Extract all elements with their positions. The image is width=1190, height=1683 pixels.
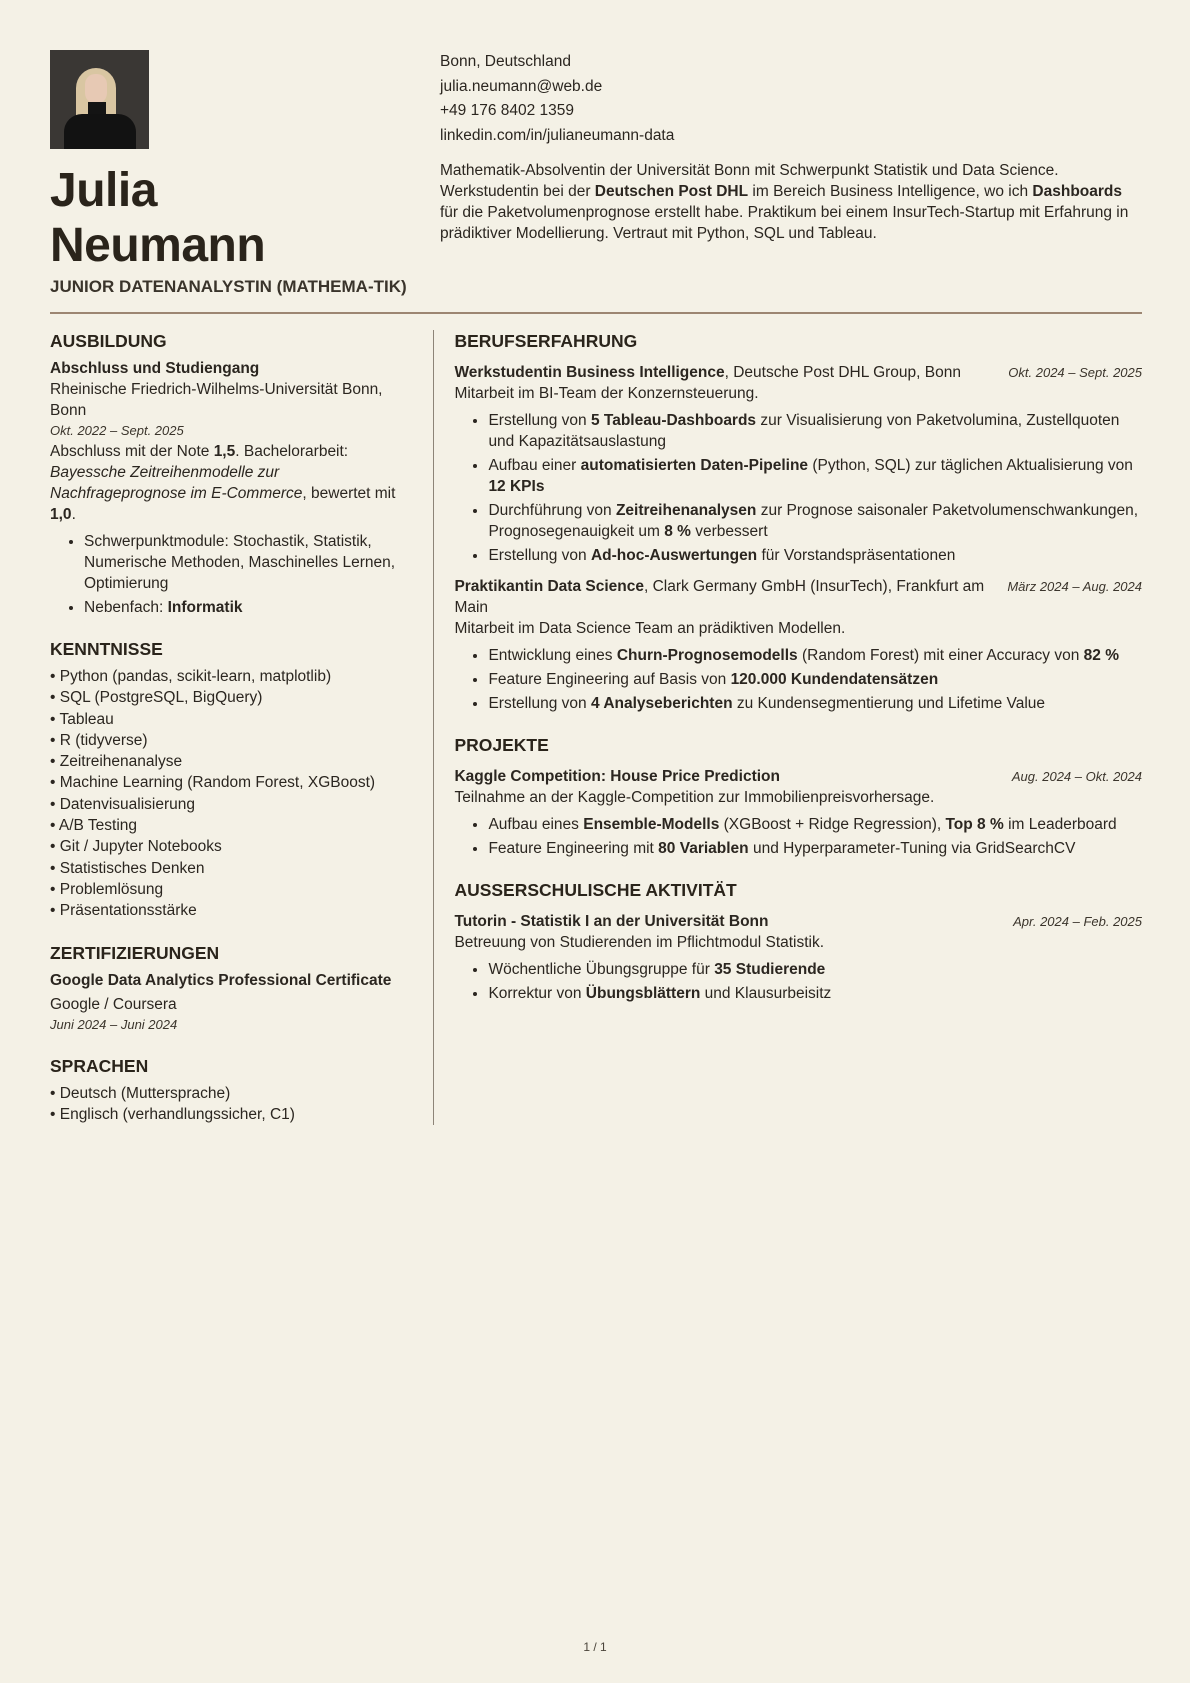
entry-bullets [454, 410, 1142, 566]
list-item: • Entwicklung eines Churn-Prognosemodells (Random Forest) mit einer Accuracy von 82 % [488, 645, 1142, 666]
section-heading: BERUFSERFAHRUNG [454, 331, 638, 351]
entry [454, 576, 1142, 714]
candidate-name [50, 163, 440, 273]
list-item: • Erstellung von 5 Tableau-Dashboards zur Visualisierung von Paketvolumina, Zustellquoten und Kapazitätsauslastung [488, 410, 1142, 452]
list-item: • Nebenfach: Informatik [84, 597, 413, 618]
list-item: • Aufbau eines Ensemble-Modells (XGBoost + Ridge Regression), Top 8 % im Leaderboard [488, 814, 1142, 835]
left-column [50, 330, 434, 1125]
list-item: • Tableau [50, 710, 114, 728]
languages-list [50, 1083, 413, 1126]
entry-header [454, 362, 1142, 383]
section-heading: PROJEKTE [454, 735, 549, 755]
list-item: • SQL (PostgreSQL, BigQuery) [50, 689, 263, 707]
header-divider [50, 312, 1142, 314]
list-item: • Machine Learning (Random Forest, XGBoost) [50, 774, 376, 792]
list-item: • Python (pandas, scikit-learn, matplotlib) [50, 668, 332, 685]
contact-location: Bonn, Deutschland [440, 53, 571, 70]
list-item: • Präsentationsstärke [50, 902, 197, 920]
list-item: • Aufbau einer automatisierten Daten-Pipeline (Python, SQL) zur täglichen Aktualisierung von 12 KPIs [488, 455, 1142, 497]
entry-date: Aug. 2024 – Okt. 2024 [1011, 769, 1142, 784]
list-item: • Statistisches Denken [50, 859, 205, 877]
list-item: • Durchführung von Zeitreihenanalysen zur Prognose saisonaler Paketvolumenschwankungen, Prognosegenauigkeit um 8 % verbessert [488, 500, 1142, 542]
section-heading: SPRACHEN [50, 1055, 149, 1076]
entry-header [454, 576, 1142, 618]
entry-date: Apr. 2024 – Feb. 2025 [1013, 914, 1142, 929]
list-item: • Problemlösung [50, 880, 164, 898]
profile-summary: Mathematik-Absolventin der Universität Bonn mit Schwerpunkt Statistik und Data Science. Werkstudentin bei der Deutschen Post DHL im Bereich Business Intelligence, wo ich Dashboards für die Paketvolumenprognose erstellt habe. Praktikum bei einem InsurTech-Startup mit Erfahrung in prädiktiver Modellierung. Vertraut mit Python, SQL und Tableau. [440, 162, 1129, 242]
certificate-title: Google Data Analytics Professional Certificate [50, 971, 392, 989]
list-item: • Feature Engineering auf Basis von 120.000 Kundendatensätzen [488, 669, 1142, 690]
entry-bullets [454, 814, 1142, 859]
skills-list [50, 666, 413, 922]
list-item: • Schwerpunktmodule: Stochastik, Statistik, Numerische Methoden, Maschinelles Lernen, Optimierung [84, 531, 413, 594]
section-heading: AUSBILDUNG [50, 331, 167, 351]
certificate-date: Juni 2024 – Juni 2024 [50, 1016, 178, 1032]
list-item: • R (tidyverse) [50, 731, 148, 749]
list-item: • Git / Jupyter Notebooks [50, 838, 222, 856]
entry-description: Mitarbeit im Data Science Team an prädiktiven Modellen. [454, 620, 846, 637]
job-title: JUNIOR DATENANALYSTIN (MATHEMA-TIK) [50, 277, 407, 296]
section-heading: ZERTIFIZIERUNGEN [50, 942, 220, 963]
entry-title: Praktikantin Data Science, Clark Germany GmbH (InsurTech), Frankfurt am Main [454, 578, 985, 616]
education-description: Abschluss mit der Note 1,5. Bachelorarbeit: Bayessche Zeitreihenmodelle zur Nachfrageprognose im E-Commerce, bewertet mit 1,0. [50, 443, 396, 523]
activities-section [454, 879, 1142, 1004]
contact-linkedin[interactable]: linkedin.com/in/julianeumann-data [440, 126, 675, 144]
right-column [434, 330, 1142, 1125]
education-date: Okt. 2022 – Sept. 2025 [50, 423, 184, 438]
skills-section [50, 638, 413, 922]
entry-date: März 2024 – Aug. 2024 [1007, 579, 1142, 594]
entry-description: Betreuung von Studierenden im Pflichtmodul Statistik. [454, 934, 825, 951]
certificate-issuer: Google / Coursera [50, 995, 177, 1013]
education-section [50, 330, 413, 618]
resume-page [50, 50, 1142, 1125]
last-name: Neumann [50, 219, 266, 272]
entry-title: Werkstudentin Business Intelligence, Deutsche Post DHL Group, Bonn [454, 364, 961, 381]
entry-date: Okt. 2024 – Sept. 2025 [1008, 365, 1142, 380]
profile-photo [50, 50, 149, 149]
list-item: • Erstellung von 4 Analyseberichten zu Kundensegmentierung und Lifetime Value [488, 693, 1142, 714]
list-item: • Datenvisualisierung [50, 795, 196, 813]
entry-description: Mitarbeit im BI-Team der Konzernsteuerung. [454, 385, 759, 402]
entry [454, 362, 1142, 566]
entry-header [454, 766, 1142, 787]
header-identity [50, 50, 440, 298]
list-item: • A/B Testing [50, 817, 137, 835]
institution: Rheinische Friedrich-Wilhelms-Universität Bonn, Bonn [50, 381, 383, 419]
certifications-section [50, 942, 413, 1035]
list-item: • Erstellung von Ad-hoc-Auswertungen für Vorstandspräsentationen [488, 545, 1142, 566]
header-contact [440, 50, 1142, 298]
first-name: Julia [50, 164, 157, 217]
list-item: • Zeitreihenanalyse [50, 753, 183, 771]
contact-email[interactable]: julia.neumann@web.de [440, 77, 603, 95]
degree-title: Abschluss und Studiengang [50, 360, 260, 377]
entry-title: Tutorin - Statistik I an der Universität Bonn [454, 913, 769, 930]
languages-section [50, 1055, 413, 1126]
list-item: • Wöchentliche Übungsgruppe für 35 Studierende [488, 959, 1142, 980]
entry-bullets [454, 645, 1142, 714]
list-item: • Englisch (verhandlungssicher, C1) [50, 1105, 295, 1123]
resume-header [50, 50, 1142, 298]
list-item: • Deutsch (Muttersprache) [50, 1084, 231, 1102]
page-indicator: 1 / 1 [583, 1640, 607, 1654]
section-heading: KENNTNISSE [50, 639, 163, 659]
entry [454, 911, 1142, 1004]
education-bullets [50, 531, 413, 618]
entry-bullets [454, 959, 1142, 1004]
entry-header [454, 911, 1142, 932]
list-item: • Korrektur von Übungsblättern und Klausurbeisitz [488, 983, 1142, 1004]
projects-section [454, 734, 1142, 859]
section-heading: AUSSERSCHULISCHE AKTIVITÄT [454, 880, 737, 900]
contact-phone[interactable]: +49 176 8402 1359 [440, 102, 575, 119]
list-item: • Feature Engineering mit 80 Variablen und Hyperparameter-Tuning via GridSearchCV [488, 838, 1142, 859]
entry [454, 766, 1142, 859]
entry-description: Teilnahme an der Kaggle-Competition zur Immobilienpreisvorhersage. [454, 789, 935, 806]
entry-title: Kaggle Competition: House Price Prediction [454, 768, 780, 785]
experience-section [454, 330, 1142, 714]
